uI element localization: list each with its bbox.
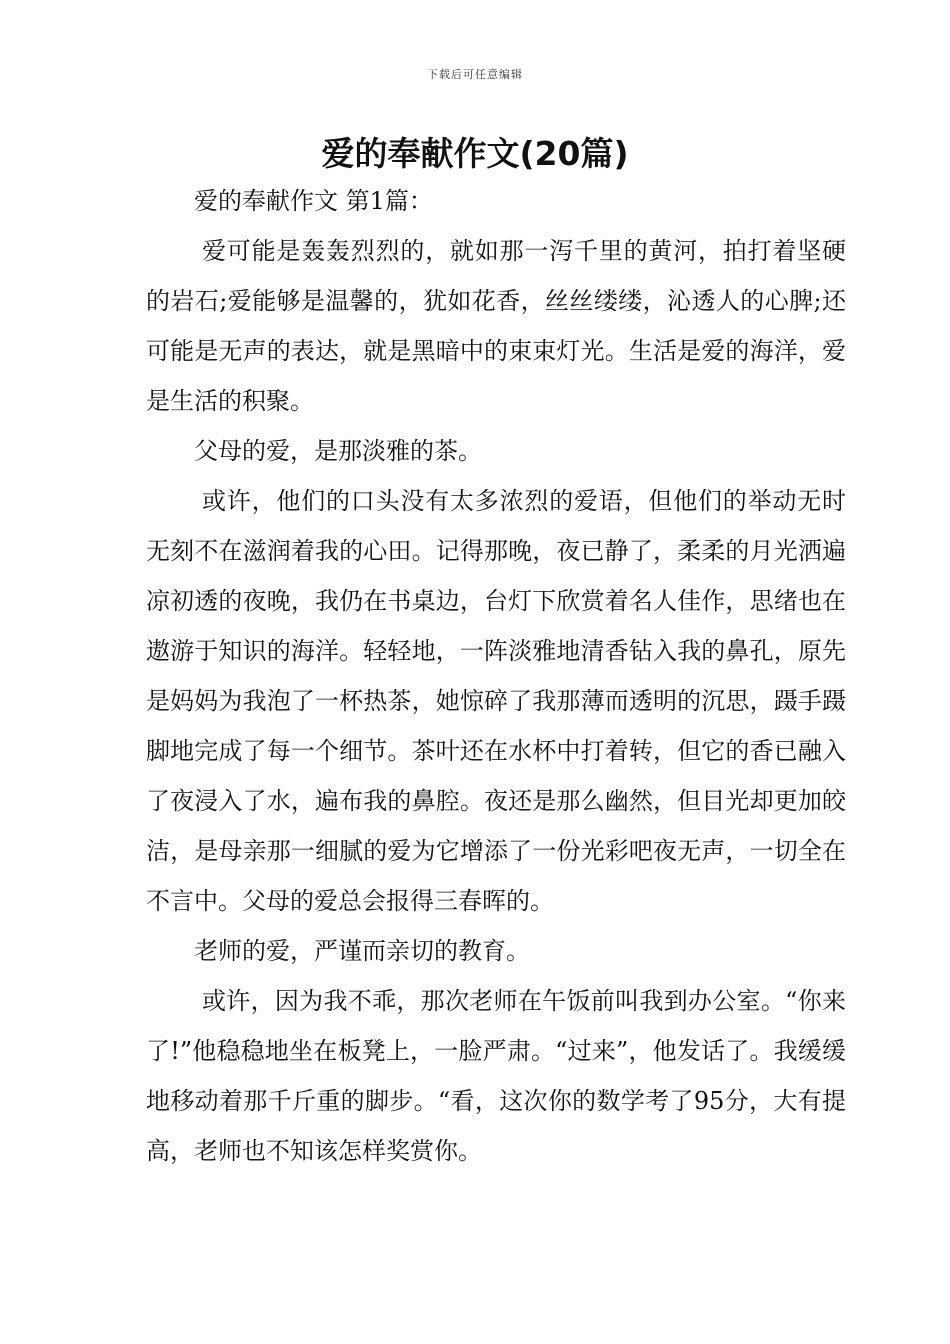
- header-note: 下载后可任意编辑: [427, 68, 523, 81]
- document-title: 爱的奉献作文(20篇): [321, 134, 629, 173]
- paragraph: 或许，因为我不乖，那次老师在午饭前叫我到办公室。“你来了!”他稳稳地坐在板凳上，一脸严肃。“过来”，他发话了。我缓缓地移动着那千斤重的脚步。“看，这次你的数学考了95分，大有提高，老师也不知该怎样奖赏你。: [146, 987, 846, 1165]
- paragraph: 爱可能是轰轰烈烈的，就如那一泻千里的黄河，拍打着坚硬的岩石;爱能够是温馨的，犹如花香，丝丝缕缕，沁透人的心脾;还可能是无声的表达，就是黑暗中的束束灯光。生活是爱的海洋，爱是生活的积聚。: [146, 237, 846, 415]
- document-body: [146, 176, 846, 1176]
- paragraph: 老师的爱，严谨而亲切的教育。: [194, 937, 530, 965]
- paragraph: 父母的爱，是那淡雅的茶。: [194, 437, 482, 465]
- section-heading: 爱的奉献作文 第1篇：: [194, 187, 433, 215]
- paragraph: 或许，他们的口头没有太多浓烈的爱语，但他们的举动无时无刻不在滋润着我的心田。记得那晚，夜已静了，柔柔的月光洒遍凉初透的夜晚，我仍在书桌边，台灯下欣赏着名人佳作，思绪也在遨游于知识的海洋。轻轻地，一阵淡雅地清香钻入我的鼻孔，原先是妈妈为我泡了一杯热茶，她惊碎了我那薄而透明的沉思，蹑手蹑脚地完成了每一个细节。茶叶还在水杯中打着转，但它的香已融入了夜浸入了水，遍布我的鼻腔。夜还是那么幽然，但目光却更加皎洁，是母亲那一细腻的爱为它增添了一份光彩吧夜无声，一切全在不言中。父母的爱总会报得三春晖的。: [146, 487, 846, 915]
